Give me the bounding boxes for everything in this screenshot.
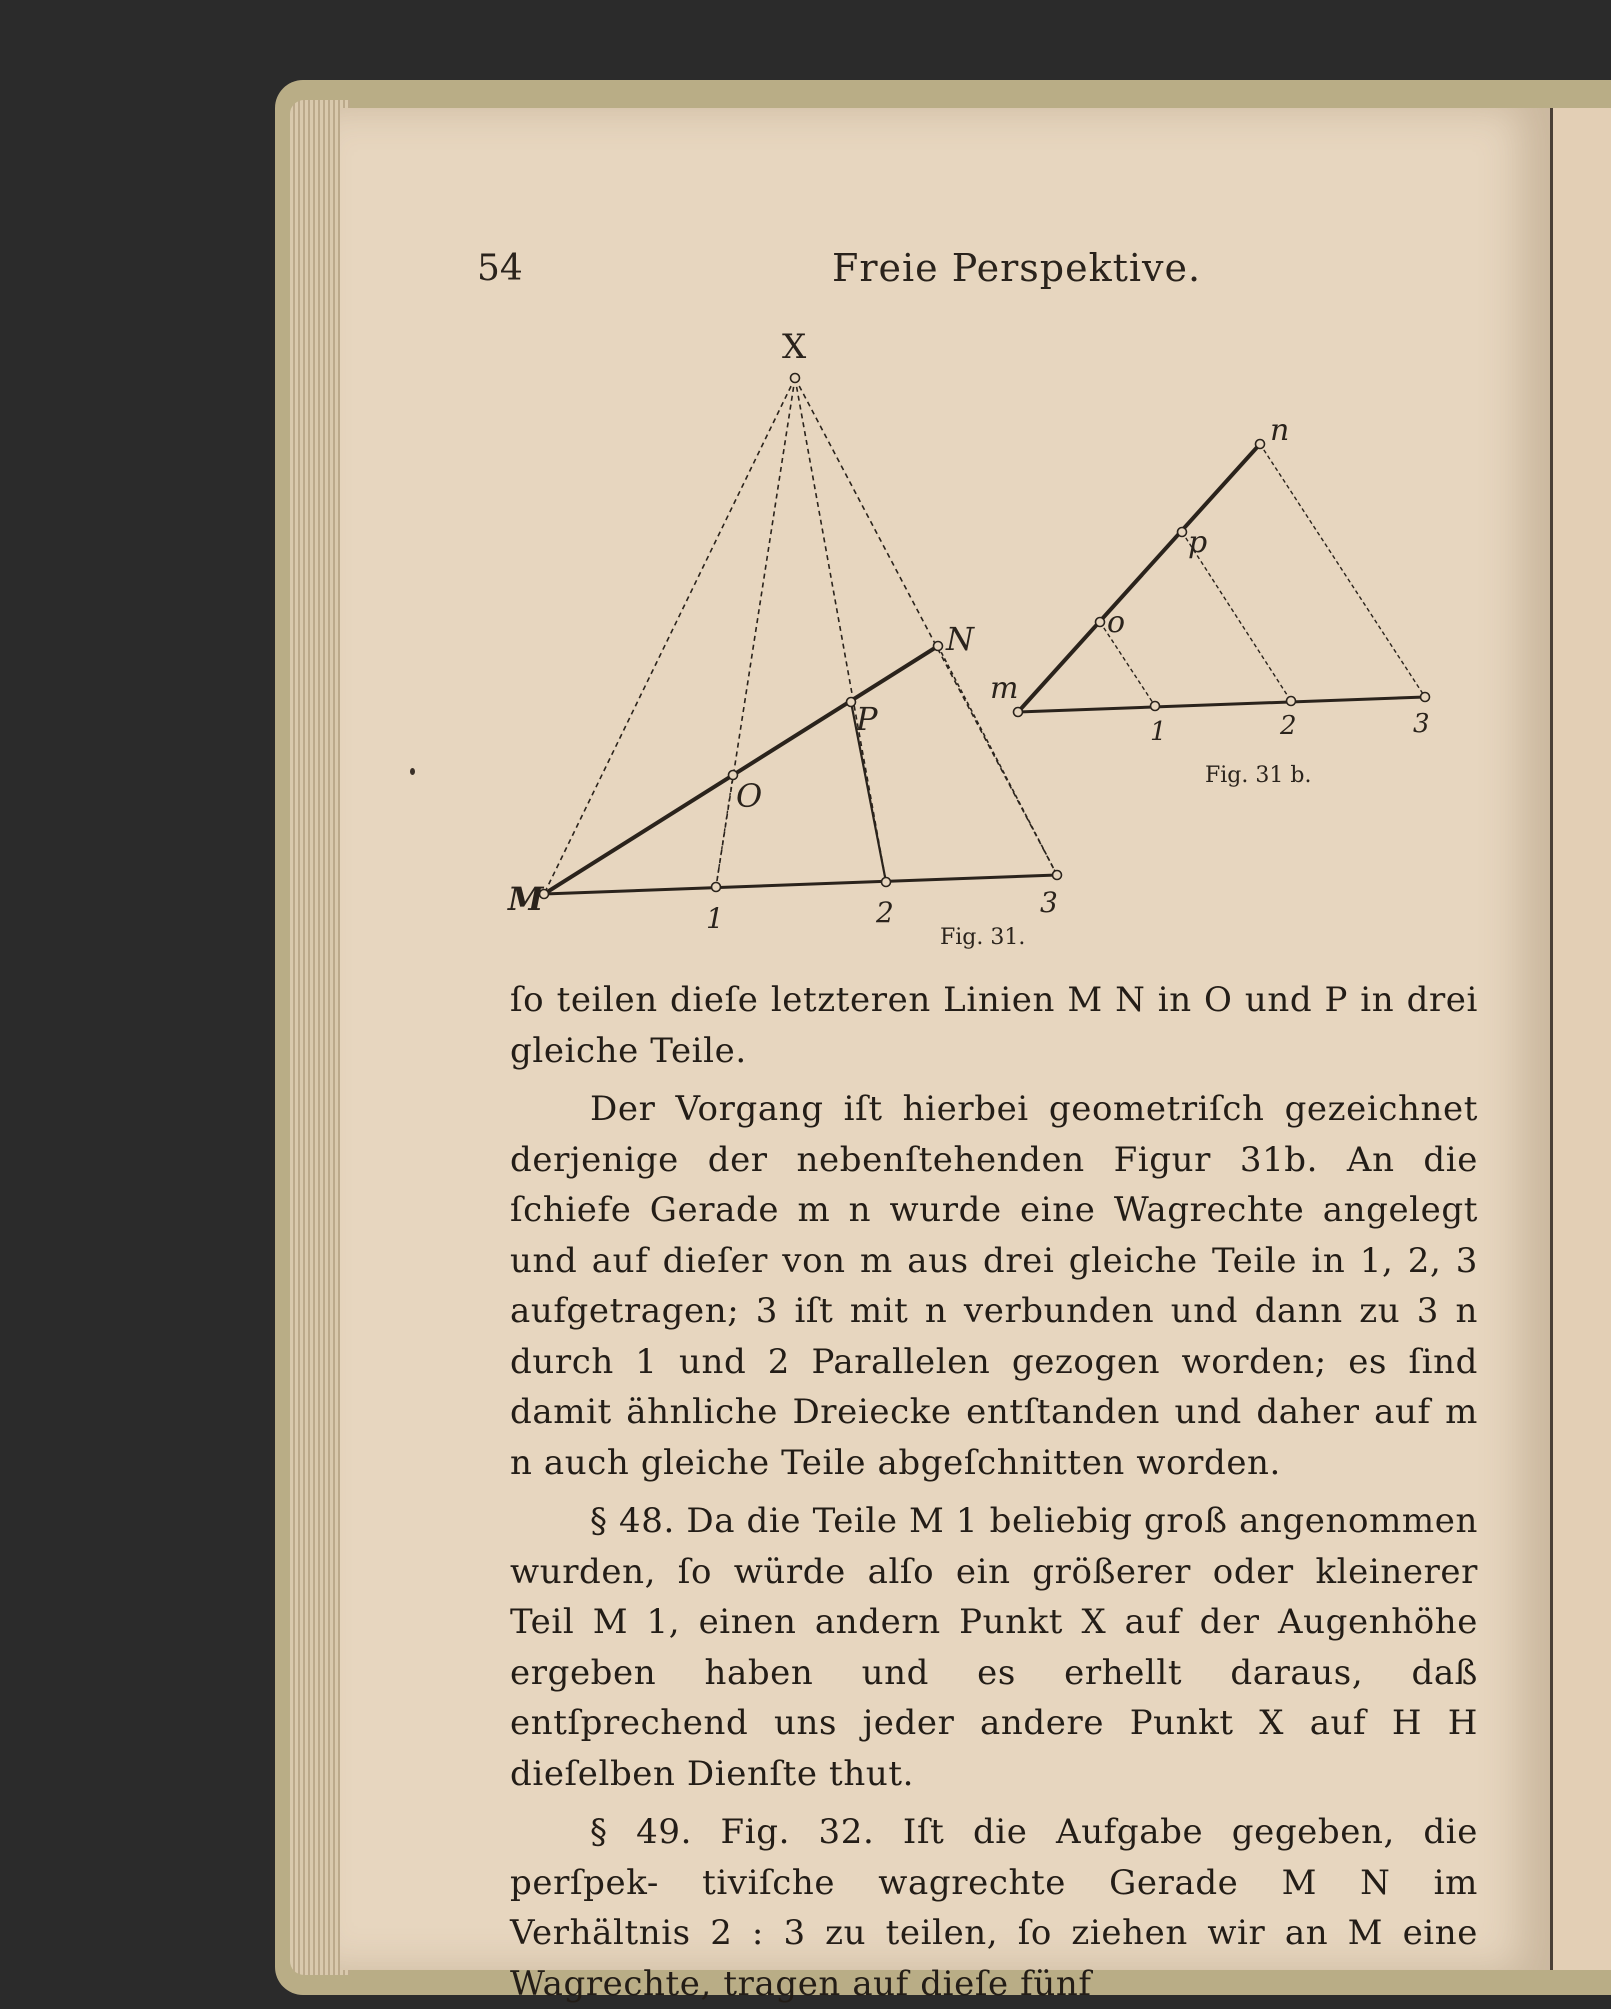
label-1: 1 (706, 902, 724, 935)
label-p-small: p (1188, 525, 1208, 560)
running-title: Freie Perspektive. (832, 246, 1202, 290)
line-m-n-small (1018, 444, 1260, 712)
figure-31 (540, 374, 1062, 899)
point-3-small (1421, 693, 1430, 702)
point-p (847, 698, 856, 707)
figure-31b (1014, 440, 1430, 717)
body-text (510, 975, 1478, 2009)
label-x: X (782, 327, 807, 367)
point-1-small (1151, 702, 1160, 711)
paragraph-2: Der Vorgang iſt hierbei geometriſch gezeichnet derjenige der nebenſtehenden Figur 31b. An die ſchiefe Gerade m n wurde eine Wagrechte angelegt und auf dieſer von m aus drei gleiche Teile in 1, 2, 3 aufgetragen; 3 iſt mit n verbunden und dann zu 3 n durch 1 und 2 Parallelen gezogen worden; es ſind damit ähnliche Dreiecke entſtanden und daher auf m n auch gleiche Teile abgeſchnitten worden. (510, 1089, 1478, 1483)
point-m-small (1014, 708, 1023, 717)
point-n-small (1256, 440, 1265, 449)
point-x (791, 374, 800, 383)
point-3 (1053, 871, 1062, 880)
facing-page-edge (1550, 108, 1611, 1970)
label-n-small: n (1270, 413, 1290, 448)
figure-31-labels (507, 327, 1058, 950)
figures (480, 320, 1500, 980)
label-m: M (508, 880, 544, 918)
label-3: 3 (1040, 886, 1058, 919)
point-1 (712, 883, 721, 892)
caption-fig-31: Fig. 31. (940, 925, 1026, 950)
point-2-small (1287, 697, 1296, 706)
line-m-3 (544, 875, 1057, 894)
line-m-3-small (1018, 697, 1425, 712)
label-3-small: 3 (1413, 709, 1430, 739)
point-2 (882, 878, 891, 887)
point-o-small (1096, 618, 1105, 627)
ink-speck (410, 768, 415, 775)
line-m-n (544, 646, 938, 894)
label-p: P (856, 700, 878, 738)
label-o-small: o (1107, 605, 1126, 640)
page-header (477, 248, 1477, 308)
point-p-small (1178, 528, 1187, 537)
dashed-line-x-3 (795, 378, 1057, 875)
dashed-n-3 (1260, 444, 1425, 697)
label-o: O (736, 777, 763, 815)
paragraph-section-49: § 49. Fig. 32. Iſt die Aufgabe gegeben, die perſpek- tiviſche wagrechte Gerade M N im Verhältnis 2 : 3 zu teilen, ſo ziehen wir an M eine Wagrechte, tragen auf dieſe fünf (510, 1812, 1478, 2004)
label-2-small: 2 (1280, 711, 1297, 741)
point-n (934, 642, 943, 651)
figure-31b-labels (990, 413, 1430, 788)
label-2: 2 (876, 896, 894, 929)
caption-fig-31b: Fig. 31 b. (1205, 763, 1312, 788)
paragraph-1: ſo teilen dieſe letzteren Linien M N in O und P in drei gleiche Teile. (510, 980, 1478, 1071)
label-1-small: 1 (1150, 717, 1167, 747)
page-number: 54 (477, 248, 523, 289)
label-m-small: m (990, 671, 1019, 706)
label-n: N (946, 620, 974, 658)
paragraph-section-48: § 48. Da die Teile M 1 beliebig groß angenommen wurden, ſo würde alſo ein größerer oder kleinerer Teil M 1, einen andern Punkt X auf der Augenhöhe ergeben haben und es erhellt daraus, daß entſprechend uns jeder andere Punkt X auf H H dieſelben Dienſte thut. (510, 1501, 1478, 1794)
